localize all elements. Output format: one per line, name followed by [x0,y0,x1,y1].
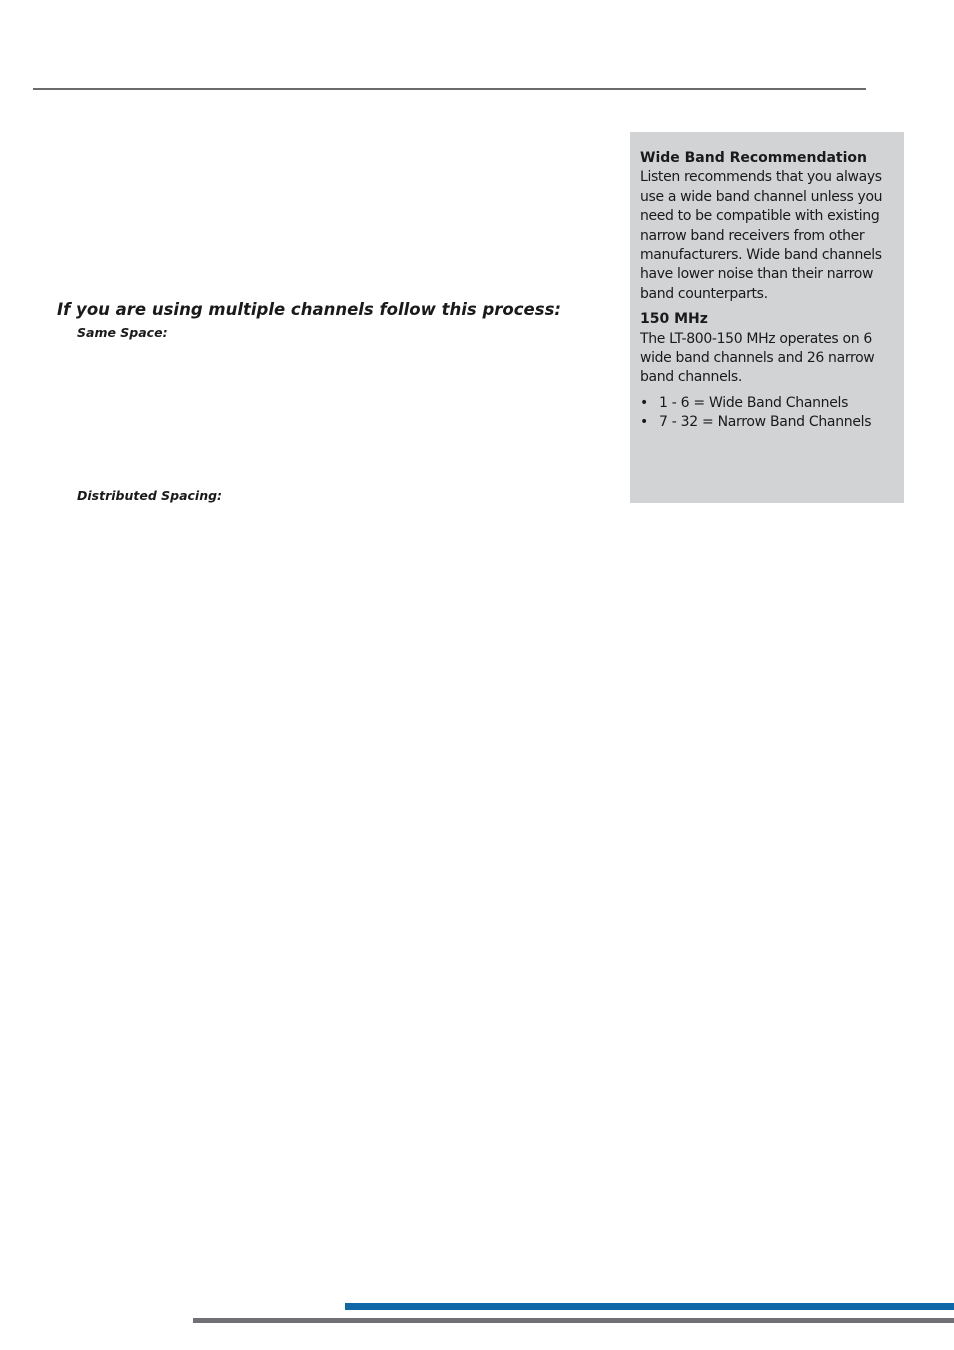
wide-band-line: need to be compatible with existing [640,208,880,225]
list-item-text: 1 - 6 = Wide Band Channels [659,394,849,411]
mhz-title: 150 MHz [640,311,708,328]
mhz-text [640,330,894,388]
bullet-icon: • [640,414,648,431]
footer-gray-bar [193,1318,954,1323]
list-item [640,413,894,432]
wide-band-line: Listen recommends that you always [640,169,882,186]
footer-blue-bar [345,1303,954,1310]
wide-band-line: use a wide band channel unless you [640,188,883,205]
bullet-icon: • [640,394,648,411]
header-rule [33,88,866,90]
wide-band-line: manufacturers. Wide band channels [640,247,882,264]
mhz-line: wide band channels and 26 narrow [640,350,875,367]
wide-band-line: band counterparts. [640,285,768,302]
list-item-text: 7 - 32 = Narrow Band Channels [659,414,872,431]
channel-list [640,394,894,433]
wide-band-sidebar [630,132,904,503]
mhz-line: band channels. [640,369,742,386]
same-space-subheading: Same Space: [77,325,168,340]
wide-band-line: narrow band receivers from other [640,227,865,244]
wide-band-text [640,168,894,304]
mhz-line: The LT-800-150 MHz operates on 6 [640,330,872,347]
wide-band-line: have lower noise than their narrow [640,266,874,283]
multiple-channels-heading: If you are using multiple channels follow this process: [57,300,561,319]
list-item [640,394,894,413]
distributed-spacing-subheading: Distributed Spacing: [77,488,223,503]
wide-band-title: Wide Band Recommendation [640,150,867,166]
